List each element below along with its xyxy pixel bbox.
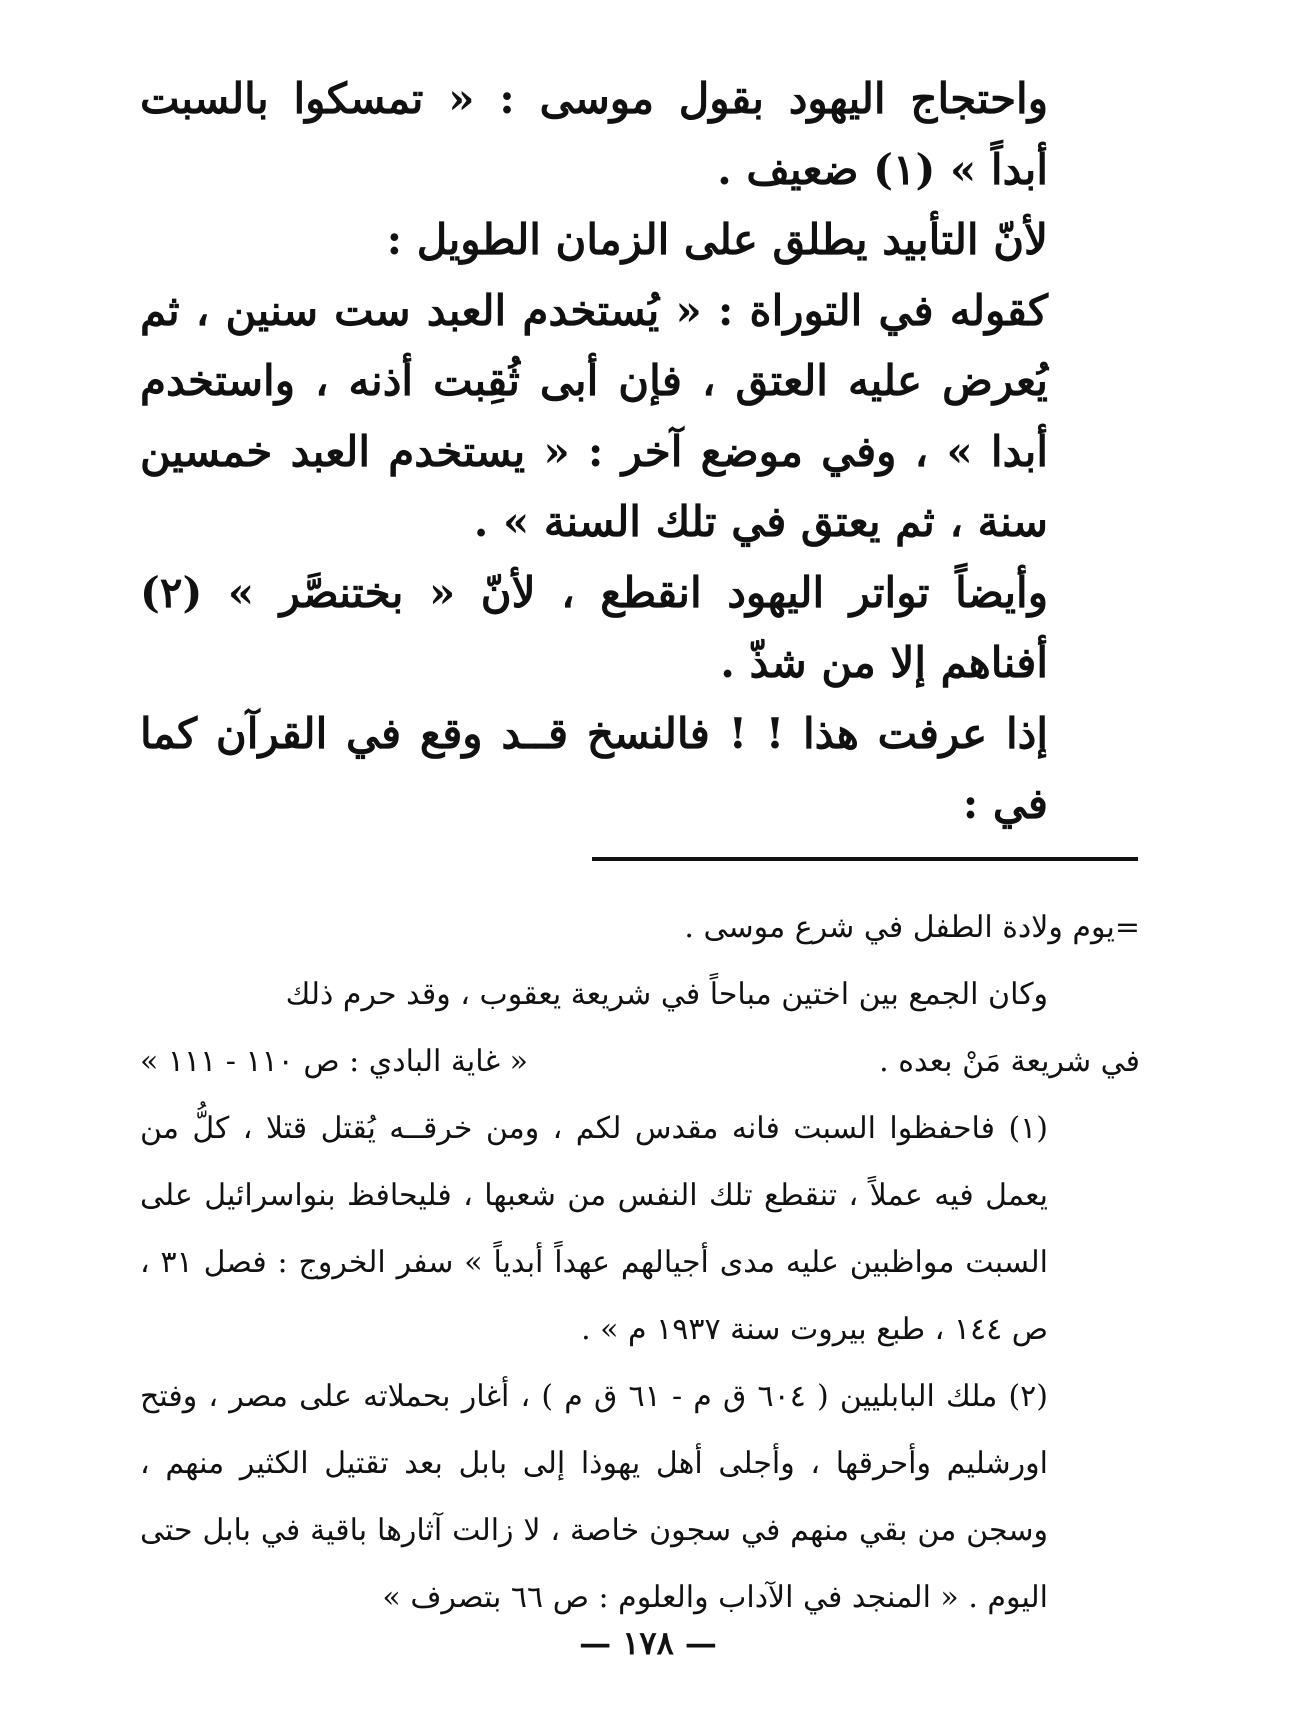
footnote-source-ref: « غاية البادي : ص ١١٠ - ١١١ » <box>140 1044 528 1079</box>
footnote-continuation: =يوم ولادة الطفل في شرع موسى . <box>684 910 1140 945</box>
footnote-jacob-line: وكان الجمع بين اختين مباحاً في شريعة يعقوب ، وقد حرم ذلك <box>285 977 1048 1012</box>
paragraph-torah-quote: كقوله في التوراة : « يُستخدم العبد ست سنين ، ثم يُعرض عليه العتق ، فإن أبى ثُقِبت أذنه ، واستخدم أبدا » ، وفي موضع آخر : « يستخدم العبد خمسين سنة ، ثم يعتق في تلك السنة » . <box>140 285 1048 546</box>
paragraph-tawatur: وأيضاً تواتر اليهود انقطع ، لأنّ « بختنصَّر » (٢) أفناهم إلا من شذّ . <box>140 567 1048 687</box>
footnote-source-line <box>140 1028 1140 1095</box>
footnote-1: (١) فاحفظوا السبت فانه مقدس لكم ، ومن خرقــه يُقتل قتلا ، كلُّ من يعمل فيه عملاً ، تنقطع تلك النفس من شعبها ، فليحافظ بنواسرائيل على السبت مواظبين عليه مدى أجيالهم عهداً أبدياً » سفر الخروج : فصل ٣١ ، ص ١٤٤ ، طبع بيروت سنة ١٩٣٧ م » . <box>140 1111 1049 1347</box>
footnote-2: (٢) ملك البابليين ( ٦٠٤ ق م - ٦١ ق م ) ، أغار بحملاته على مصر ، وفتح اورشليم وأحرقها ، وأجلى أهل يهوذا إلى بابل بعد تقتيل الكثير منهم ، وسجن من بقي منهم في سجون خاصة ، لا زالت آثارها باقية في بابل حتى اليوم . « المنجد في الآداب والعلوم : ص ٦٦ بتصرف » <box>140 1379 1049 1615</box>
paragraph-eternity-meaning: لأنّ التأبيد يطلق على الزمان الطويل : <box>386 215 1048 264</box>
main-text <box>140 64 1140 840</box>
footnote-divider <box>592 857 1138 861</box>
paragraph-naskh: إذا عرفت هذا ! ! فالنسخ قــد وقع في القرآن كما في : <box>140 708 1048 828</box>
paragraph-sabbath-claim: واحتجاج اليهود بقول موسى : « تمسكوا بالسبت أبداً » (١) ضعيف . <box>140 74 1048 194</box>
footnotes <box>140 894 1140 1631</box>
footnote-after-text: في شريعة مَنْ بعده . <box>879 1044 1140 1079</box>
page-number: — ١٧٨ — <box>579 1624 717 1662</box>
